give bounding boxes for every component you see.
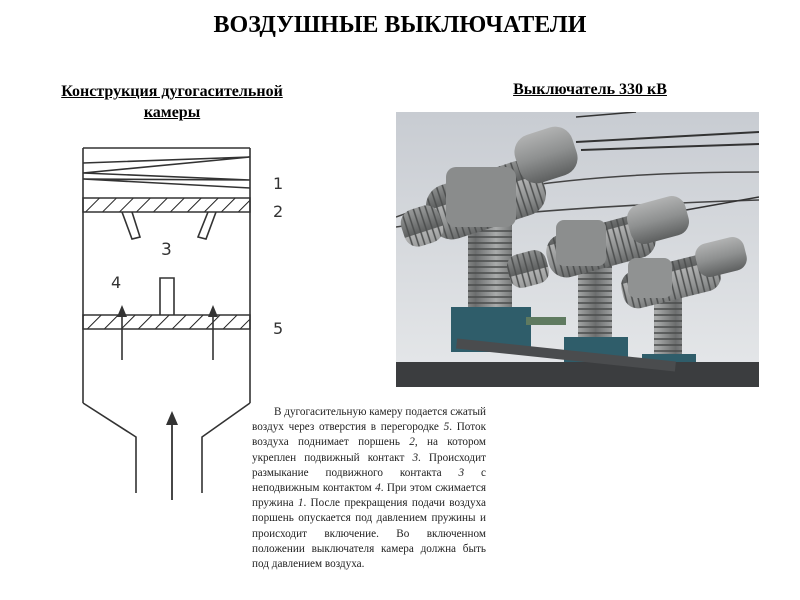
air-arrow-right — [208, 305, 218, 317]
description-text: В дугогасительную камеру подается сжатый воздух через отверстия в перегородке 5. Поток воздуха поднимает поршень 2, на котором укреплен подвижный контакт 3. Происходит размыкание подвижного контакта 3 с неподвижным контактом 4. При этом сжимается пружина 1. После прекращения подачи воздуха поршень опускается под давлением пружины и происходит включение. Во включенном положении выключателя камера должна быть под давлением воздуха. — [252, 406, 486, 571]
moving-contact-left — [122, 212, 140, 239]
label-2: 2 — [273, 202, 284, 221]
air-inlet-arrow — [166, 411, 178, 425]
partition — [83, 315, 250, 329]
moving-contact-right — [198, 212, 216, 239]
inlet-left — [83, 403, 136, 493]
diagram-heading — [22, 81, 322, 123]
label-4: 4 — [111, 273, 122, 292]
diagram-heading-line1: Конструкция дугогасительной — [61, 83, 283, 100]
piston-plate — [83, 198, 250, 212]
label-3: 3 — [161, 240, 172, 260]
spring-zigzag — [83, 157, 250, 188]
breaker-photo — [396, 112, 759, 387]
inlet-right — [202, 403, 250, 493]
air-arrow-left — [117, 305, 127, 317]
slide-title: ВОЗДУШНЫЕ ВЫКЛЮЧАТЕЛИ — [213, 12, 587, 38]
photo-heading: Выключатель 330 кВ — [513, 81, 667, 98]
diagram-heading-line2: камеры — [143, 104, 201, 121]
label-5: 5 — [273, 319, 284, 338]
fixed-contact — [160, 278, 174, 315]
label-1: 1 — [273, 174, 284, 193]
